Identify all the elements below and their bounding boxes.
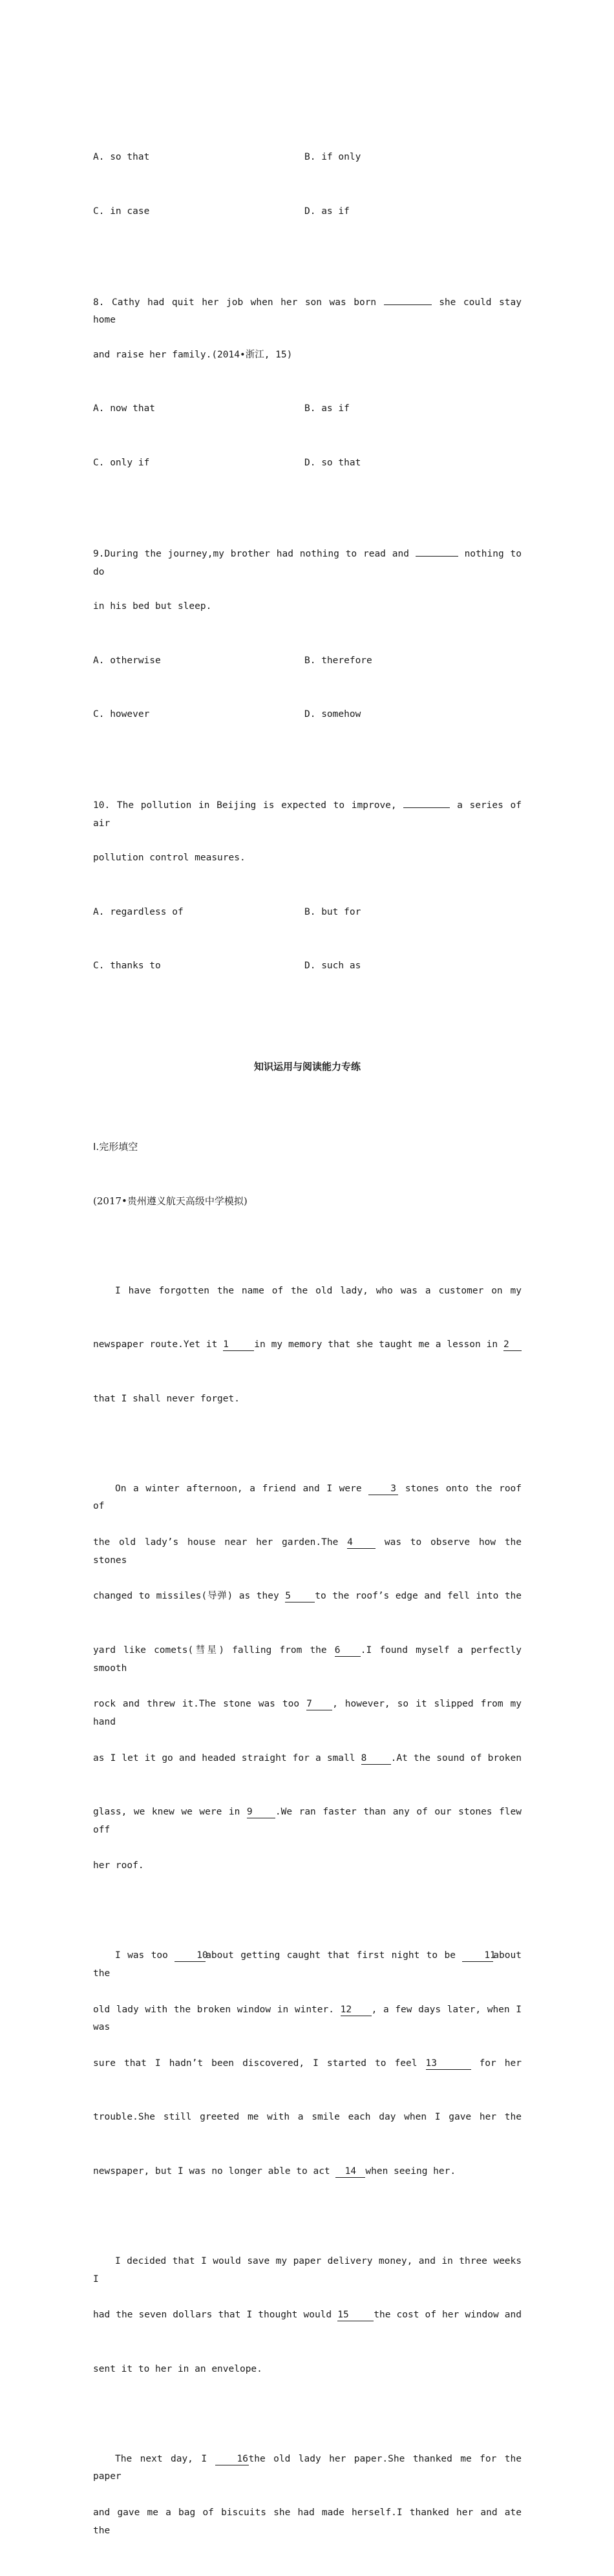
p2-line-8: her roof. bbox=[93, 1860, 144, 1871]
cloze-blank-16: 16 bbox=[215, 2453, 249, 2465]
p1-line-1: I have forgotten the name of the old lady, who was a customer on my bbox=[115, 1285, 522, 1296]
p4-line-2 bbox=[93, 2306, 522, 2325]
q8-stem-post: she could stay home bbox=[93, 297, 522, 326]
p4-line-1: I decided that I would save my paper delivery money, and in three weeks I bbox=[93, 2255, 522, 2284]
p5-line-1 bbox=[93, 2451, 522, 2482]
p2-line-6 bbox=[93, 1750, 522, 1768]
q8-options-row-1 bbox=[93, 400, 522, 418]
document-content bbox=[93, 77, 522, 2576]
cloze-blank-5: 5 bbox=[285, 1590, 315, 1602]
cloze-blank-6: 6 bbox=[335, 1645, 361, 1657]
q9-option-a: A. otherwise bbox=[93, 655, 161, 666]
cloze-blank-1: 1 bbox=[223, 1339, 254, 1351]
p3-line-5 bbox=[93, 2163, 522, 2181]
q10-stem-line-1 bbox=[93, 796, 522, 829]
q7-option-d: D. as if bbox=[304, 206, 350, 217]
q10-stem-pre: 10. The pollution in Beijing is expected to improve, bbox=[93, 800, 397, 811]
p2-text: the old lady’s house near her garden.The bbox=[93, 1537, 339, 1548]
p5-text: The next day, I bbox=[115, 2453, 207, 2464]
cloze-blank-14: 14 bbox=[335, 2166, 365, 2178]
q8-options-row-2 bbox=[93, 454, 522, 473]
p3-text: newspaper, but I was no longer able to act bbox=[93, 2166, 330, 2177]
q9-stem-line-1 bbox=[93, 544, 522, 577]
p2-text: to the roof’s edge and fell into the bbox=[315, 1591, 522, 1602]
q8-stem-pre: 8. Cathy had quit her job when her son was born bbox=[93, 297, 377, 308]
cloze-blank-10: 10 bbox=[175, 1950, 206, 1962]
q8-answer-blank bbox=[384, 293, 432, 305]
q10-stem-line-2: pollution control measures. bbox=[93, 853, 246, 864]
p3-text: when seeing her. bbox=[365, 2166, 456, 2177]
p4-text: had the seven dollars that I thought would bbox=[93, 2310, 332, 2321]
p5-line-2: and gave me a bag of biscuits she had made herself.I thanked her and ate the bbox=[93, 2507, 522, 2536]
p2-line-7 bbox=[93, 1804, 522, 1835]
q7-option-a: A. so that bbox=[93, 152, 150, 163]
q10-option-b: B. but for bbox=[304, 906, 361, 917]
cloze-blank-11: 11 bbox=[462, 1950, 493, 1962]
p2-line-5 bbox=[93, 1696, 522, 1727]
part-heading: Ⅰ.完形填空 bbox=[93, 1141, 138, 1153]
q9-stem-post: nothing to do bbox=[93, 548, 522, 577]
q10-option-c: C. thanks to bbox=[93, 961, 161, 972]
q7-options-row-2 bbox=[93, 203, 522, 221]
cloze-blank-12: 12 bbox=[341, 2004, 372, 2016]
p2-text: stones onto the roof of bbox=[93, 1483, 522, 1512]
p1-text: in my memory that she taught me a lesson in bbox=[254, 1339, 498, 1350]
p3-text: about getting caught that first night to be bbox=[206, 1950, 456, 1961]
p2-text: rock and threw it.The stone was too bbox=[93, 1699, 300, 1710]
q8-stem-line-2: and raise her family.(2014•浙江, 15) bbox=[93, 349, 293, 360]
p3-text: about the bbox=[93, 1950, 522, 1979]
p1-text: newspaper route.Yet it bbox=[93, 1339, 218, 1350]
p3-line-2 bbox=[93, 2001, 522, 2033]
q10-stem-post: a series of air bbox=[93, 800, 522, 829]
q10-option-d: D. such as bbox=[304, 961, 361, 972]
passage-source: (2017•贵州遵义航天高级中学模拟) bbox=[93, 1195, 248, 1207]
p1-line-3: that I shall never forget. bbox=[93, 1393, 240, 1404]
q9-answer-blank bbox=[416, 544, 458, 557]
p1-line-2 bbox=[93, 1336, 522, 1354]
cloze-blank-3: 3 bbox=[368, 1483, 398, 1495]
q9-option-c: C. however bbox=[93, 708, 150, 719]
p3-line-1 bbox=[93, 1947, 522, 1979]
q8-option-a: A. now that bbox=[93, 403, 156, 414]
p3-text: , a few days later, when I was bbox=[93, 2004, 522, 2033]
p2-text: , however, so it slipped from my hand bbox=[93, 1699, 522, 1727]
p4-line-3: sent it to her in an envelope. bbox=[93, 2363, 262, 2374]
cloze-blank-7: 7 bbox=[306, 1698, 332, 1710]
section-title: 知识运用与阅读能力专练 bbox=[253, 1061, 361, 1073]
p2-text: as I let it go and headed straight for a small bbox=[93, 1752, 355, 1763]
p2-text: glass, we knew we were in bbox=[93, 1806, 240, 1817]
cloze-blank-9: 9 bbox=[247, 1806, 275, 1818]
q7-options-row-1 bbox=[93, 149, 522, 167]
p3-text: old lady with the broken window in winter. bbox=[93, 2004, 334, 2015]
p2-text: .We ran faster than any of our stones flew off bbox=[93, 1806, 522, 1835]
p3-line-4: trouble.She still greeted me with a smile each day when I gave her the bbox=[93, 2112, 522, 2123]
q9-options-row-2 bbox=[93, 706, 522, 724]
q10-option-a: A. regardless of bbox=[93, 906, 184, 917]
p3-text: I was too bbox=[115, 1950, 168, 1961]
q8-option-c: C. only if bbox=[93, 457, 150, 468]
q10-answer-blank bbox=[403, 796, 450, 808]
cloze-blank-8: 8 bbox=[361, 1752, 391, 1765]
p2-line-2 bbox=[93, 1534, 522, 1566]
q8-option-b: B. as if bbox=[304, 403, 350, 414]
q9-option-d: D. somehow bbox=[304, 708, 361, 719]
p2-line-1 bbox=[93, 1480, 522, 1512]
cloze-blank-13: 13 bbox=[426, 2058, 471, 2070]
p2-text: yard like comets(彗星) falling from the bbox=[93, 1645, 327, 1655]
p2-text: was to observe how the stones bbox=[93, 1537, 522, 1566]
p3-text: sure that I hadn’t been discovered, I started to feel bbox=[93, 2058, 418, 2069]
p3-text: for her bbox=[479, 2058, 522, 2069]
cloze-blank-15: 15 bbox=[337, 2309, 374, 2321]
p5-text: the old lady her paper.She thanked me for the paper bbox=[93, 2453, 522, 2482]
p2-text: .At the sound of broken bbox=[390, 1752, 522, 1763]
q7-option-b: B. if only bbox=[304, 152, 361, 163]
q9-option-b: B. therefore bbox=[304, 655, 372, 666]
q10-options-row-1 bbox=[93, 904, 522, 922]
p2-text: changed to missiles(导弹) as they bbox=[93, 1591, 279, 1602]
p2-text: On a winter afternoon, a friend and I were bbox=[115, 1483, 362, 1494]
q9-options-row-1 bbox=[93, 652, 522, 670]
p2-line-3 bbox=[93, 1588, 522, 1606]
q10-options-row-2 bbox=[93, 957, 522, 975]
cloze-blank-2: 2 bbox=[503, 1339, 522, 1351]
q8-option-d: D. so that bbox=[304, 457, 361, 468]
q8-stem-line-1 bbox=[93, 293, 522, 326]
p2-line-4 bbox=[93, 1642, 522, 1674]
q9-stem-line-2: in his bed but sleep. bbox=[93, 601, 212, 612]
q7-option-c: C. in case bbox=[93, 206, 150, 217]
p2-text: .I found myself a perfectly smooth bbox=[93, 1645, 522, 1674]
p3-line-3 bbox=[93, 2055, 522, 2073]
q9-stem-pre: 9.During the journey,my brother had nothing to read and bbox=[93, 548, 409, 559]
p4-text: the cost of her window and bbox=[374, 2310, 522, 2321]
cloze-blank-4: 4 bbox=[347, 1537, 376, 1549]
